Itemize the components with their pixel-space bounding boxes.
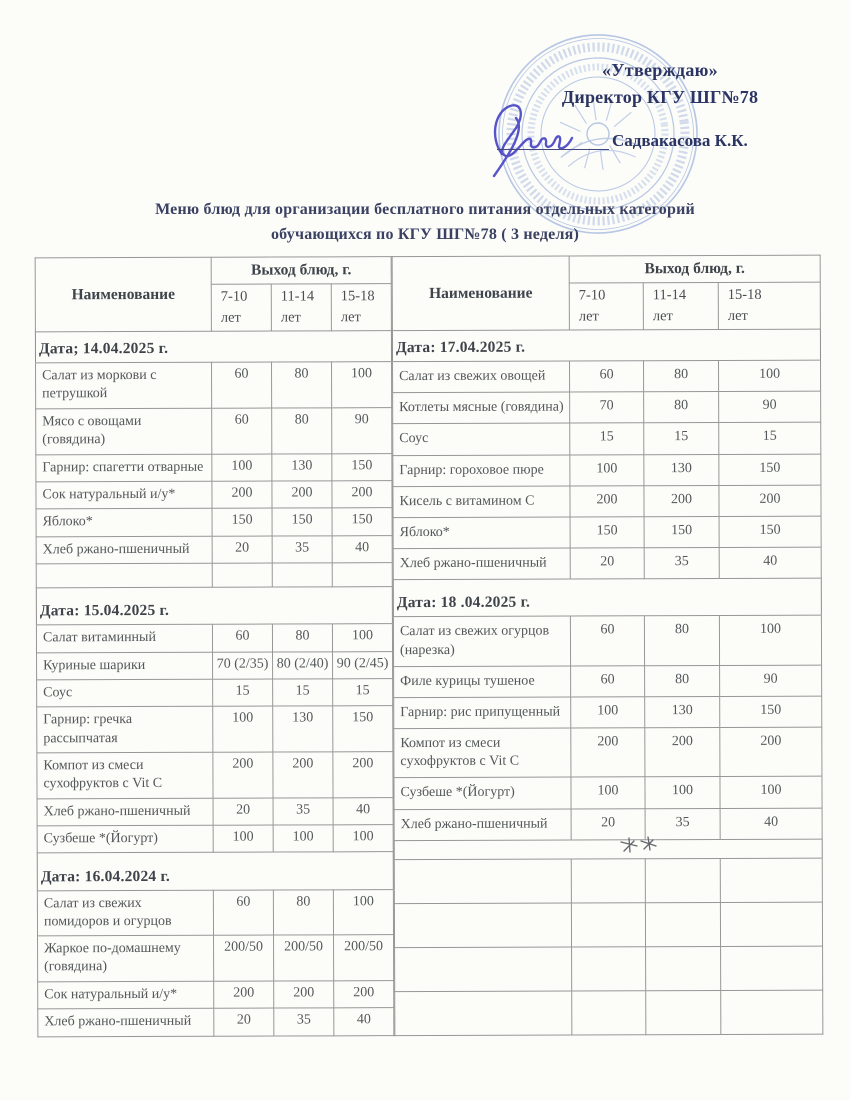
portion-value: 60 bbox=[212, 408, 272, 454]
menu-row bbox=[393, 547, 821, 580]
document-title bbox=[0, 198, 850, 248]
column-header-name: Наименование bbox=[35, 257, 211, 332]
menu-row bbox=[393, 454, 821, 487]
dish-name: Салат из свежих помидоров и огурцов bbox=[37, 890, 213, 936]
portion-value: 200/50 bbox=[214, 935, 274, 981]
dish-name: Мясо с овощами (говядина) bbox=[36, 408, 212, 454]
dish-name: Компот из смеси сухофруктов с Vit C bbox=[394, 728, 571, 778]
date-row bbox=[392, 329, 820, 361]
portion-value: 100 bbox=[333, 889, 393, 935]
menu-row bbox=[36, 624, 392, 653]
portion-value: 40 bbox=[333, 797, 393, 825]
dish-name: Компот из смеси сухофруктов с Vit C bbox=[37, 752, 213, 798]
portion-value: 15 bbox=[273, 679, 333, 707]
portion-value: 80 bbox=[272, 408, 332, 454]
portion-value bbox=[720, 858, 822, 902]
menu-row bbox=[36, 563, 392, 588]
column-header-age-11-14: 11-14 лет bbox=[643, 282, 718, 329]
portion-value: 90 (2/45) bbox=[333, 651, 393, 679]
portion-value: 200 bbox=[272, 481, 332, 509]
portion-value: 200 bbox=[645, 728, 720, 778]
column-header-age-15-18: 15-18 лет bbox=[718, 282, 820, 329]
portion-value: 35 bbox=[272, 535, 332, 563]
column-header-age-7-10: 7-10 лет bbox=[569, 283, 643, 330]
portion-value: 200/50 bbox=[274, 935, 334, 981]
dish-name: Кисель с витамином С bbox=[393, 486, 570, 518]
portion-value: 35 bbox=[644, 548, 719, 579]
portion-value: 80 bbox=[272, 624, 332, 652]
dish-name bbox=[394, 903, 571, 948]
portion-value: 35 bbox=[273, 798, 333, 826]
menu-row bbox=[393, 615, 821, 666]
portion-value: 60 bbox=[212, 624, 272, 652]
menu-row bbox=[37, 651, 393, 680]
portion-value: 80 bbox=[644, 361, 719, 392]
dish-name bbox=[395, 991, 572, 1036]
portion-value: 100 bbox=[571, 697, 645, 728]
portion-value: 80 bbox=[645, 665, 720, 696]
approve-label: «Утверждаю» bbox=[602, 60, 718, 80]
dish-name bbox=[394, 859, 571, 904]
portion-value: 200 bbox=[274, 981, 334, 1009]
portion-value: 150 bbox=[332, 453, 392, 481]
portion-value: 150 bbox=[570, 517, 644, 548]
menu-row bbox=[394, 777, 822, 810]
menu-row bbox=[36, 508, 392, 537]
portion-value: 20 bbox=[213, 798, 273, 826]
portion-value: 150 bbox=[720, 696, 822, 728]
portion-value: 40 bbox=[719, 547, 821, 579]
menu-row bbox=[395, 990, 823, 1035]
dish-name: Салат из свежих огурцов (нарезка) bbox=[393, 616, 570, 666]
portion-value: 100 bbox=[213, 825, 273, 853]
portion-value: 20 bbox=[571, 808, 645, 839]
portion-value: 60 bbox=[212, 362, 272, 408]
portion-value: 150 bbox=[332, 508, 392, 536]
dish-name: Сок натуральный и/у* bbox=[36, 481, 212, 509]
menu-row bbox=[38, 981, 394, 1010]
dish-name: Сок натуральный и/у* bbox=[38, 981, 214, 1009]
portion-value: 150 bbox=[333, 706, 393, 752]
title-line-1: Меню блюд для организации бесплатного питания отдельных категорий bbox=[155, 201, 695, 218]
portion-value: 130 bbox=[644, 454, 719, 485]
portion-value: 200 bbox=[720, 727, 822, 777]
portion-value: 200 bbox=[719, 485, 821, 517]
date-label: Дата: 18 .04.2025 г. bbox=[393, 578, 821, 616]
portion-value: 35 bbox=[274, 1008, 334, 1036]
portion-value: 80 bbox=[273, 889, 333, 935]
portion-value: 150 bbox=[272, 508, 332, 536]
menu-table-left bbox=[35, 256, 395, 1037]
portion-value: 100 bbox=[720, 777, 822, 809]
menu-row bbox=[394, 665, 822, 698]
date-row bbox=[35, 331, 391, 363]
portion-value: 15 bbox=[213, 679, 273, 707]
menu-row bbox=[36, 362, 392, 409]
portion-value bbox=[645, 902, 720, 946]
portion-value: 150 bbox=[719, 454, 821, 486]
portion-value bbox=[720, 902, 822, 946]
signature-line bbox=[497, 149, 609, 150]
portion-value: 200 bbox=[212, 481, 272, 509]
portion-value: 200 bbox=[214, 981, 274, 1009]
menu-row bbox=[393, 485, 821, 518]
portion-value: 100 bbox=[719, 615, 821, 665]
dish-name: Жаркое по-домашнему (говядина) bbox=[38, 936, 214, 982]
menu-row bbox=[37, 889, 393, 936]
portion-value: 15 bbox=[644, 423, 719, 454]
dish-name: Гарнир: гороховое пюре bbox=[393, 455, 570, 487]
portion-value: 60 bbox=[213, 890, 273, 936]
portion-value: 200 bbox=[644, 485, 719, 516]
menu-row bbox=[393, 516, 821, 549]
menu-row bbox=[394, 902, 822, 947]
dish-name: Хлеб ржано-пшеничный bbox=[36, 536, 212, 564]
menu-row bbox=[394, 858, 822, 903]
column-header-name: Наименование bbox=[392, 256, 569, 331]
date-label: Дата: 15.04.2025 г. bbox=[36, 587, 392, 625]
portion-value: 15 bbox=[570, 423, 644, 454]
portion-value: 20 bbox=[214, 1008, 274, 1036]
dish-name: Гарнир: рис припущенный bbox=[394, 697, 571, 729]
portion-value: 60 bbox=[571, 665, 645, 696]
portion-value bbox=[332, 563, 392, 587]
column-header-output: Выход блюд, г. bbox=[211, 257, 391, 285]
dish-name: Хлеб ржано-пшеничный bbox=[37, 798, 213, 826]
portion-value: 100 bbox=[719, 360, 821, 392]
menu-row bbox=[394, 808, 822, 841]
signature-icon bbox=[486, 96, 604, 180]
portion-value: 35 bbox=[645, 808, 720, 839]
menu-table-right bbox=[392, 255, 824, 1036]
portion-value: 60 bbox=[570, 616, 644, 666]
portion-value: 90 bbox=[719, 391, 821, 423]
menu-row bbox=[393, 360, 821, 393]
pen-scribble-icon bbox=[616, 833, 664, 859]
portion-value: 100 bbox=[332, 362, 392, 408]
menu-row bbox=[393, 391, 821, 424]
portion-value: 80 (2/40) bbox=[273, 651, 333, 679]
portion-value: 20 bbox=[570, 548, 644, 579]
portion-value: 150 bbox=[212, 508, 272, 536]
date-label bbox=[394, 839, 822, 859]
dish-name: Салат из свежих овощей bbox=[393, 361, 570, 393]
date-label: Дата: 16.04.2024 г. bbox=[37, 852, 393, 890]
dish-name: Хлеб ржано-пшеничный bbox=[38, 1009, 214, 1037]
dish-name: Яблоко* bbox=[36, 509, 212, 537]
portion-value: 100 bbox=[571, 777, 645, 808]
menu-row bbox=[395, 946, 823, 991]
portion-value: 100 bbox=[273, 825, 333, 853]
column-header-age-15-18: 15-18 лет bbox=[331, 284, 391, 331]
date-row bbox=[393, 578, 821, 616]
dish-name: Гарнир: спагетти отварные bbox=[36, 454, 212, 482]
portion-value: 100 bbox=[332, 624, 392, 652]
portion-value bbox=[212, 563, 272, 587]
portion-value: 200 bbox=[332, 481, 392, 509]
date-row bbox=[394, 839, 822, 859]
menu-row bbox=[37, 825, 393, 854]
portion-value: 100 bbox=[213, 706, 273, 752]
portion-value: 200 bbox=[571, 728, 645, 778]
portion-value bbox=[645, 858, 720, 902]
portion-value: 130 bbox=[645, 696, 720, 727]
portion-value: 200/50 bbox=[334, 935, 394, 981]
menu-row bbox=[36, 481, 392, 510]
column-header-output: Выход блюд, г. bbox=[569, 255, 820, 283]
portion-value bbox=[646, 946, 721, 990]
menu-row bbox=[37, 752, 393, 799]
date-label: Дата; 14.04.2025 г. bbox=[35, 331, 391, 363]
portion-value: 15 bbox=[333, 679, 393, 707]
portion-value: 150 bbox=[644, 516, 719, 547]
portion-value bbox=[646, 990, 721, 1034]
portion-value bbox=[572, 991, 646, 1035]
portion-value bbox=[571, 903, 645, 947]
portion-value bbox=[721, 946, 823, 990]
dish-name: Котлеты мясные (говядина) bbox=[393, 392, 570, 424]
dish-name: Сузбеше *(Йогурт) bbox=[37, 825, 213, 853]
date-row bbox=[36, 587, 392, 625]
portion-value: 130 bbox=[272, 453, 332, 481]
menu-row bbox=[37, 706, 393, 753]
portion-value: 150 bbox=[719, 516, 821, 548]
dish-name: Салат из моркови с петрушкой bbox=[36, 362, 212, 408]
column-header-age-11-14: 11-14 лет bbox=[271, 284, 331, 331]
date-label: Дата: 17.04.2025 г. bbox=[392, 329, 820, 361]
dish-name: Сузбеше *(Йогурт) bbox=[394, 777, 571, 809]
menu-row bbox=[38, 1008, 394, 1037]
menu-row bbox=[38, 935, 394, 982]
dish-name: Гарнир: гречка рассыпчатая bbox=[37, 707, 213, 753]
portion-value: 70 (2/35) bbox=[213, 652, 273, 680]
portion-value: 100 bbox=[333, 825, 393, 853]
portion-value: 200 bbox=[213, 752, 273, 798]
portion-value: 70 bbox=[570, 392, 644, 423]
dish-name bbox=[36, 563, 212, 588]
portion-value: 200 bbox=[334, 981, 394, 1009]
portion-value: 20 bbox=[212, 536, 272, 564]
portion-value bbox=[272, 563, 332, 587]
director-name: Садвакасова К.К. bbox=[612, 131, 748, 150]
portion-value bbox=[721, 990, 823, 1034]
dish-name: Яблоко* bbox=[393, 517, 570, 549]
menu-row bbox=[37, 797, 393, 826]
menu-row bbox=[394, 696, 822, 729]
menu-row bbox=[36, 535, 392, 564]
portion-value: 60 bbox=[570, 361, 644, 392]
portion-value: 130 bbox=[273, 706, 333, 752]
director-title: Директор КГУ ШГ№78 bbox=[561, 87, 759, 107]
dish-name: Филе курицы тушеное bbox=[394, 666, 571, 698]
menu-row bbox=[36, 453, 392, 482]
menu-table bbox=[35, 255, 824, 1038]
portion-value: 90 bbox=[332, 408, 392, 454]
portion-value: 80 bbox=[644, 392, 719, 423]
portion-value: 40 bbox=[332, 535, 392, 563]
menu-row bbox=[393, 423, 821, 456]
portion-value: 100 bbox=[212, 454, 272, 482]
portion-value: 200 bbox=[570, 486, 644, 517]
menu-row bbox=[394, 727, 822, 778]
menu-row bbox=[37, 679, 393, 708]
title-line-2: обучающихся по КГУ ШГ№78 ( 3 неделя) bbox=[270, 225, 580, 243]
dish-name bbox=[395, 947, 572, 992]
portion-value: 80 bbox=[644, 616, 719, 666]
portion-value bbox=[572, 947, 646, 991]
portion-value: 100 bbox=[645, 777, 720, 808]
dish-name: Салат витаминный bbox=[36, 625, 212, 653]
menu-row bbox=[36, 408, 392, 455]
portion-value: 90 bbox=[720, 665, 822, 697]
portion-value: 200 bbox=[273, 752, 333, 798]
dish-name: Соус bbox=[37, 679, 213, 707]
column-header-age-7-10: 7-10 лет bbox=[211, 284, 271, 331]
portion-value: 200 bbox=[333, 752, 393, 798]
dish-name: Соус bbox=[393, 423, 570, 455]
portion-value: 80 bbox=[272, 362, 332, 408]
dish-name: Хлеб ржано-пшеничный bbox=[394, 809, 571, 841]
dish-name: Хлеб ржано-пшеничный bbox=[393, 548, 570, 580]
portion-value: 40 bbox=[720, 808, 822, 840]
dish-name: Куриные шарики bbox=[37, 652, 213, 680]
portion-value: 40 bbox=[334, 1008, 394, 1036]
portion-value bbox=[571, 859, 645, 903]
portion-value: 100 bbox=[570, 454, 644, 485]
date-row bbox=[37, 852, 393, 890]
portion-value: 15 bbox=[719, 423, 821, 455]
